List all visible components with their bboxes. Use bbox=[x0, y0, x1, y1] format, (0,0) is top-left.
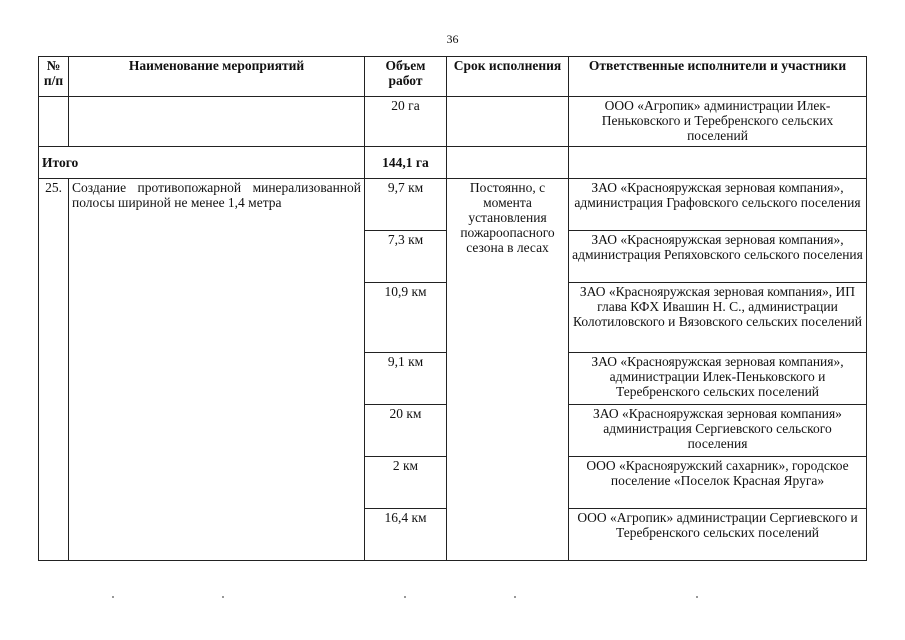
item25-row-1 bbox=[39, 179, 867, 231]
scan-dot bbox=[696, 596, 698, 598]
item25-volume-1: 9,7 км bbox=[365, 179, 447, 231]
continuation-volume: 20 га bbox=[365, 97, 447, 147]
total-label: Итого bbox=[39, 147, 365, 179]
item25-name: Создание противопожарной минерализованной полосы шириной не менее 1,4 метра bbox=[69, 179, 365, 561]
item25-responsible-2: ЗАО «Краснояружская зерновая компания», администрация Репяховского сельского поселения bbox=[569, 231, 867, 283]
item25-responsible-1: ЗАО «Краснояружская зерновая компания», администрация Графовского сельского поселения bbox=[569, 179, 867, 231]
total-term bbox=[447, 147, 569, 179]
continuation-name bbox=[69, 97, 365, 147]
header-name: Наименование мероприятий bbox=[69, 57, 365, 97]
item25-responsible-5: ЗАО «Краснояружская зерновая компания» администрация Сергиевского сельского поселения bbox=[569, 405, 867, 457]
item25-volume-5: 20 км bbox=[365, 405, 447, 457]
scan-dot bbox=[404, 596, 406, 598]
header-num: № п/п bbox=[39, 57, 69, 97]
item25-responsible-4: ЗАО «Краснояружская зерновая компания», администрации Илек-Пеньковского и Теребренского сельских поселений bbox=[569, 353, 867, 405]
item25-volume-4: 9,1 км bbox=[365, 353, 447, 405]
total-volume: 144,1 га bbox=[365, 147, 447, 179]
scan-artifacts bbox=[0, 596, 905, 600]
item25-responsible-3: ЗАО «Краснояружская зерновая компания», ИП глава КФХ Ивашин Н. С., администрации Колотиловского и Вязовского сельских поселений bbox=[569, 283, 867, 353]
total-row bbox=[39, 147, 867, 179]
scan-dot bbox=[514, 596, 516, 598]
continuation-responsible: ООО «Агропик» администрации Илек-Пеньковского и Теребренского сельских поселений bbox=[569, 97, 867, 147]
continuation-term bbox=[447, 97, 569, 147]
item25-volume-7: 16,4 км bbox=[365, 509, 447, 561]
item25-term: Постоянно, с момента установления пожароопасного сезона в лесах bbox=[447, 179, 569, 561]
item25-responsible-6: ООО «Краснояружский сахарник», городское поселение «Поселок Красная Яруга» bbox=[569, 457, 867, 509]
header-term: Срок исполнения bbox=[447, 57, 569, 97]
item25-volume-3: 10,9 км bbox=[365, 283, 447, 353]
item25-volume-2: 7,3 км bbox=[365, 231, 447, 283]
continuation-num bbox=[39, 97, 69, 147]
scan-dot bbox=[222, 596, 224, 598]
header-responsible: Ответственные исполнители и участники bbox=[569, 57, 867, 97]
item25-num: 25. bbox=[39, 179, 69, 561]
header-volume: Объем работ bbox=[365, 57, 447, 97]
item25-responsible-7: ООО «Агропик» администрации Сергиевского и Теребренского сельских поселений bbox=[569, 509, 867, 561]
item25-volume-6: 2 км bbox=[365, 457, 447, 509]
page-number: 36 bbox=[446, 32, 459, 46]
scan-dot bbox=[112, 596, 114, 598]
continuation-row bbox=[39, 97, 867, 147]
measures-table bbox=[38, 56, 867, 561]
total-responsible bbox=[569, 147, 867, 179]
header-row bbox=[39, 57, 867, 97]
